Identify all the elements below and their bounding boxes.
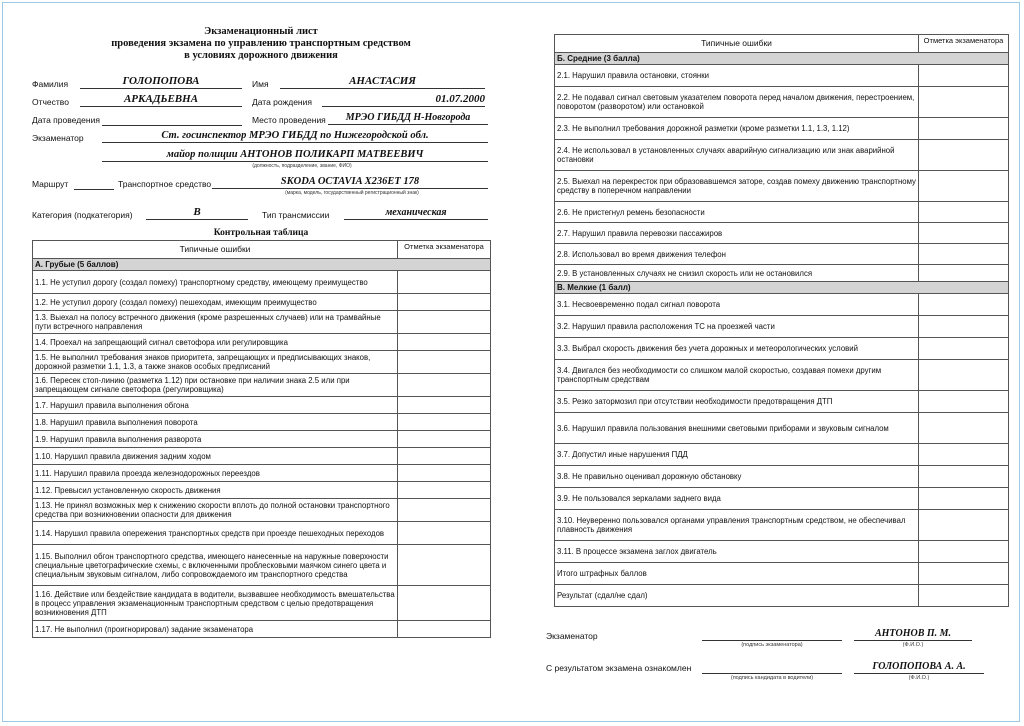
birth-date-field[interactable]: 01.07.2000 (322, 93, 485, 107)
vehicle-field[interactable]: SKODA OCTAVIA X236ET 178 (212, 175, 488, 189)
error-item-text: 3.10. Неуверенно пользовался органами управления транспортным средством, не обеспечивал плавность движения (555, 510, 919, 541)
category-field[interactable]: B (146, 206, 248, 220)
right-error-c-row (555, 510, 1009, 541)
examiner-mark-cell[interactable] (919, 223, 1009, 244)
examiner-mark-cell[interactable] (919, 413, 1009, 444)
left-error-row (33, 311, 491, 334)
right-error-c-row (555, 466, 1009, 488)
error-item-text: 1.5. Не выполнил требования знаков приоритета, запрещающих и предписывающих знаков, дорожной разметки 1.1, 1.3, а также знаков особых предписаний (33, 351, 398, 374)
error-item-text: 3.4. Двигался без необходимости со слишком малой скоростью, создавая помехи другим транспортным средствам (555, 360, 919, 391)
examiner-fio[interactable]: АНТОНОВ П. М. (854, 627, 972, 641)
left-error-row (33, 586, 491, 621)
category-label: Категория (подкатегория) (32, 210, 133, 220)
examiner-mark-cell[interactable] (398, 374, 491, 397)
examiner-mark-cell[interactable] (398, 431, 491, 448)
section-c-label: В. Мелкие (1 балл) (555, 282, 1009, 294)
error-item-text: 2.7. Нарушил правила перевозки пассажиров (555, 223, 919, 244)
examiner-mark-cell[interactable] (919, 118, 1009, 140)
error-item-text: 1.7. Нарушил правила выполнения обгона (33, 397, 398, 414)
error-item-text: 3.11. В процессе экзамена заглох двигатель (555, 541, 919, 563)
error-item-text: 3.1. Несвоевременно подал сигнал поворота (555, 294, 919, 316)
candidate-signature-caption: (подпись кандидата в водители) (730, 675, 814, 681)
error-item-text: 2.6. Не пристегнул ремень безопасности (555, 202, 919, 223)
vehicle-label: Транспортное средство (118, 179, 212, 189)
examiner-mark-cell[interactable] (919, 316, 1009, 338)
examiner-line-2[interactable]: майор полиции АНТОНОВ ПОЛИКАРП МАТВЕЕВИЧ (102, 148, 488, 162)
document-title (32, 26, 490, 62)
error-item-text: 2.3. Не выполнил требования дорожной разметки (кроме разметки 1.1, 1.3, 1.12) (555, 118, 919, 140)
examiner-mark-cell[interactable] (398, 586, 491, 621)
error-item-text: 3.2. Нарушил правила расположения ТС на проезжей части (555, 316, 919, 338)
examiner-mark-cell[interactable] (919, 294, 1009, 316)
total-penalty-label: Итого штрафных баллов (555, 563, 919, 585)
left-error-row (33, 621, 491, 638)
examiner-caption: (должность, подразделение, звание, ФИО) (252, 163, 352, 169)
examiner-mark-cell[interactable] (919, 391, 1009, 413)
examiner-mark-cell[interactable] (398, 448, 491, 465)
left-error-row (33, 334, 491, 351)
examiner-mark-cell[interactable] (919, 510, 1009, 541)
left-error-row (33, 351, 491, 374)
error-item-text: 2.9. В установленных случаях не снизил скорость или не остановился (555, 265, 919, 282)
examiner-mark-cell[interactable] (398, 351, 491, 374)
error-item-text: 3.5. Резко затормозил при отсутствии необходимости предотвращения ДТП (555, 391, 919, 413)
examiner-mark-cell[interactable] (919, 466, 1009, 488)
examiner-mark-cell[interactable] (398, 621, 491, 638)
examiner-mark-cell[interactable] (398, 294, 491, 311)
error-item-text: 1.14. Нарушил правила опережения транспортных средств при проезде пешеходных переходов (33, 522, 398, 545)
examiner-mark-cell[interactable] (919, 563, 1009, 585)
candidate-fio-caption: (Ф.И.О.) (908, 675, 930, 681)
error-item-text: 1.16. Действие или бездействие кандидата в водители, вызвавшее необходимость вмешательства в процесс управления экзаменационным транспортным средством с целью предотвращения возникновения ДТП (33, 586, 398, 621)
right-error-c-row (555, 413, 1009, 444)
right-error-c-row (555, 391, 1009, 413)
title-line-2: проведения экзамена по управлению транспортным средством (111, 38, 411, 49)
birth-date-label: Дата рождения (252, 97, 312, 107)
mark-header: Отметка экзаменатора (398, 241, 491, 259)
examiner-mark-cell[interactable] (398, 522, 491, 545)
error-item-text: 1.12. Превысил установленную скорость движения (33, 482, 398, 499)
patronymic-field[interactable]: АРКАДЬЕВНА (80, 93, 242, 107)
examiner-mark-cell[interactable] (919, 541, 1009, 563)
section-a-label: А. Грубые (5 баллов) (33, 259, 491, 271)
examiner-mark-cell[interactable] (919, 338, 1009, 360)
table-header-row (33, 241, 491, 259)
result-label: Результат (сдал/не сдал) (555, 585, 919, 607)
name-label: Имя (252, 79, 269, 89)
right-error-c-row (555, 488, 1009, 510)
left-error-row (33, 522, 491, 545)
examiner-mark-cell[interactable] (919, 140, 1009, 171)
error-item-text: 1.10. Нарушил правила движения задним ходом (33, 448, 398, 465)
error-item-text: 1.6. Пересек стоп-линию (разметка 1.12) при остановке при наличии знака 2.5 или при запрещающем сигнале светофора (регулировщика) (33, 374, 398, 397)
examiner-mark-cell[interactable] (919, 488, 1009, 510)
control-table-title: Контрольная таблица (213, 228, 309, 238)
examiner-mark-cell[interactable] (398, 311, 491, 334)
left-error-row (33, 465, 491, 482)
exam-place-field[interactable]: МРЭО ГИБДД Н-Новгорода (328, 111, 488, 125)
error-item-text: 1.13. Не принял возможных мер к снижению скорости вплоть до полной остановки транспортного средства при возникновении опасности для движения (33, 499, 398, 522)
left-error-row (33, 374, 491, 397)
error-item-text: 1.1. Не уступил дорогу (создал помеху) транспортному средству, имеющему преимущество (33, 271, 398, 294)
surname-field[interactable]: ГОЛОПОПОВА (80, 75, 242, 89)
right-errors-table (554, 34, 1009, 607)
examiner-mark-cell[interactable] (398, 334, 491, 351)
examiner-line-1[interactable]: Ст. госинспектор МРЭО ГИБДД по Нижегородской обл. (102, 129, 488, 143)
error-item-text: 2.5. Выехал на перекресток при образовавшемся заторе, создав помеху движению транспортному средству в поперечном направлении (555, 171, 919, 202)
examiner-mark-cell[interactable] (398, 545, 491, 586)
error-item-text: 1.15. Выполнил обгон транспортного средства, имеющего нанесенные на наружные поверхности специальные цветографические схемы, с включенными проблесковыми маячком синего цвета и специальным звуковым сигналом, либо сопровождаемого им транспортного средства (33, 545, 398, 586)
examiner-signature-label: Экзаменатор (546, 631, 598, 641)
error-item-text: 3.6. Нарушил правила пользования внешними световыми приборами и звуковым сигналом (555, 413, 919, 444)
candidate-signature-label: С результатом экзамена ознакомлен (546, 663, 692, 673)
error-item-text: 3.9. Не пользовался зеркалами заднего вида (555, 488, 919, 510)
section-b-label: Б. Средние (3 балла) (555, 53, 1009, 65)
errors-header: Типичные ошибки (555, 35, 919, 53)
left-error-row (33, 499, 491, 522)
exam-date-field[interactable] (102, 125, 242, 126)
examiner-mark-cell[interactable] (919, 265, 1009, 282)
examiner-fio-caption: (Ф.И.О.) (902, 642, 924, 648)
error-item-text: 2.4. Не использовал в установленных случаях аварийную сигнализацию или знак аварийной остановки (555, 140, 919, 171)
section-row (555, 282, 1009, 294)
right-error-c-row (555, 316, 1009, 338)
examiner-mark-cell[interactable] (919, 65, 1009, 87)
left-error-row (33, 482, 491, 499)
examiner-label: Экзаменатор (32, 133, 84, 143)
title-line-3: в условиях дорожного движения (184, 50, 338, 61)
route-label: Маршрут (32, 179, 69, 189)
error-item-text: 3.3. Выбрал скорость движения без учета дорожных и метеорологических условий (555, 338, 919, 360)
table-header-row (555, 35, 1009, 53)
exam-date-label: Дата проведения (32, 115, 100, 125)
left-error-row (33, 294, 491, 311)
right-error-c-row (555, 444, 1009, 466)
examiner-mark-cell[interactable] (398, 271, 491, 294)
right-error-b-row (555, 118, 1009, 140)
total-row (555, 563, 1009, 585)
error-item-text: 2.2. Не подавал сигнал световым указателем поворота перед началом движения, перестроением, поворотом (разворотом) или остановкой (555, 87, 919, 118)
right-error-c-row (555, 338, 1009, 360)
left-error-row (33, 448, 491, 465)
candidate-signature-line[interactable] (702, 673, 842, 674)
left-error-row (33, 545, 491, 586)
right-error-b-row (555, 87, 1009, 118)
error-item-text: 2.8. Использовал во время движения телефон (555, 244, 919, 265)
surname-label: Фамилия (32, 79, 69, 89)
right-error-b-row (555, 223, 1009, 244)
section-row (555, 53, 1009, 65)
transmission-label: Тип трансмиссии (262, 210, 330, 220)
examiner-mark-cell[interactable] (398, 397, 491, 414)
right-error-c-row (555, 541, 1009, 563)
route-field[interactable] (74, 189, 114, 190)
error-item-text: 3.7. Допустил иные нарушения ПДД (555, 444, 919, 466)
examiner-mark-cell[interactable] (398, 499, 491, 522)
result-row (555, 585, 1009, 607)
left-error-row (33, 397, 491, 414)
examiner-mark-cell[interactable] (398, 465, 491, 482)
vehicle-caption: (марка, модель, государственный регистрационный знак) (285, 190, 419, 196)
examiner-mark-cell[interactable] (919, 360, 1009, 391)
examiner-signature-line[interactable] (702, 640, 842, 641)
examiner-signature-caption: (подпись экзаменатора) (741, 642, 803, 648)
examiner-mark-cell[interactable] (398, 482, 491, 499)
exam-place-label: Место проведения (252, 115, 326, 125)
right-error-b-row (555, 265, 1009, 282)
name-field[interactable]: АНАСТАСИЯ (280, 75, 485, 89)
right-error-b-row (555, 171, 1009, 202)
left-page (32, 0, 490, 726)
right-error-c-row (555, 360, 1009, 391)
right-page (546, 0, 1008, 726)
error-item-text: 1.9. Нарушил правила выполнения разворота (33, 431, 398, 448)
error-item-text: 1.17. Не выполнил (проигнорировал) задание экзаменатора (33, 621, 398, 638)
section-row (33, 259, 491, 271)
error-item-text: 1.3. Выехал на полосу встречного движения (кроме разрешенных случаев) или на трамвайные пути встречного направления (33, 311, 398, 334)
candidate-fio[interactable]: ГОЛОПОПОВА А. А. (854, 660, 984, 674)
examiner-mark-cell[interactable] (919, 585, 1009, 607)
left-error-row (33, 271, 491, 294)
error-item-text: 1.2. Не уступил дорогу (создал помеху) пешеходам, имеющим преимущество (33, 294, 398, 311)
error-item-text: 1.4. Проехал на запрещающий сигнал светофора или регулировщика (33, 334, 398, 351)
patronymic-label: Отчество (32, 97, 69, 107)
right-error-b-row (555, 202, 1009, 223)
error-item-text: 2.1. Нарушил правила остановки, стоянки (555, 65, 919, 87)
error-item-text: 3.8. Не правильно оценивал дорожную обстановку (555, 466, 919, 488)
examiner-mark-cell[interactable] (919, 444, 1009, 466)
left-errors-table (32, 240, 491, 638)
examiner-mark-cell[interactable] (919, 244, 1009, 265)
left-error-row (33, 431, 491, 448)
right-error-b-row (555, 65, 1009, 87)
examiner-mark-cell[interactable] (919, 202, 1009, 223)
examiner-mark-cell[interactable] (919, 171, 1009, 202)
transmission-field[interactable]: механическая (344, 206, 488, 220)
error-item-text: 1.8. Нарушил правила выполнения поворота (33, 414, 398, 431)
right-error-c-row (555, 294, 1009, 316)
right-error-b-row (555, 140, 1009, 171)
error-item-text: 1.11. Нарушил правила проезда железнодорожных переездов (33, 465, 398, 482)
right-error-b-row (555, 244, 1009, 265)
title-line-1: Экзаменационный лист (204, 26, 318, 37)
mark-header: Отметка экзаменатора (919, 35, 1009, 53)
examiner-mark-cell[interactable] (398, 414, 491, 431)
errors-header: Типичные ошибки (33, 241, 398, 259)
examiner-mark-cell[interactable] (919, 87, 1009, 118)
left-error-row (33, 414, 491, 431)
